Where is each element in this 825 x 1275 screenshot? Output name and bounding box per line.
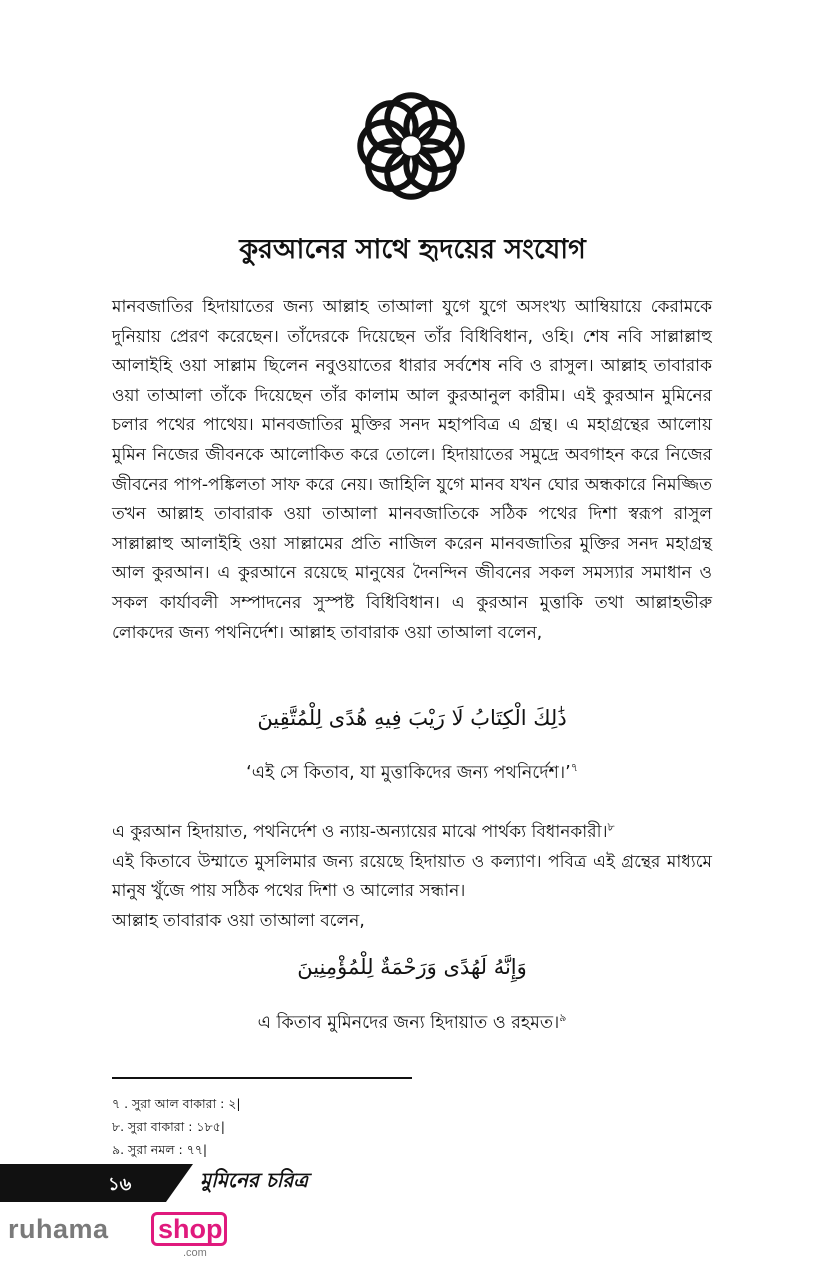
logo-brand-left: ruhama — [8, 1214, 109, 1244]
logo-domain: .com — [183, 1247, 207, 1259]
paragraph-line — [112, 818, 712, 848]
chapter-title: কুরআনের সাথে হৃদয়ের সংযোগ — [239, 234, 586, 265]
footnote-ref[interactable]: ৮ — [607, 820, 615, 834]
paragraph-line-text: এ কুরআন হিদায়াত, পথনির্দেশ ও ন্যায়-অন্যায়ের মাঝে পার্থক্য বিধানকারী। — [112, 822, 608, 842]
footnote-item: ৭ . সুরা আল বাকারা : ২| — [112, 1096, 241, 1111]
second-paragraph — [112, 818, 712, 936]
verse-translation — [112, 760, 712, 789]
paragraph-line: এই কিতাবে উম্মাতে মুসলিমার জন্য রয়েছে হিদায়াত ও কল্যাণ। পবিত্র এই গ্রন্থের মাধ্যমে মানুষ খুঁজে পায় সঠিক পথের দিশা ও আলোর সন্ধান। — [112, 851, 712, 902]
paragraph-line: আল্লাহ তাবারাক ওয়া তাআলা বলেন, — [112, 910, 365, 931]
logo-brand-right: shop — [158, 1214, 223, 1244]
footnote-divider — [112, 1077, 412, 1079]
star-ornament-icon — [357, 92, 465, 200]
intro-paragraph: মানবজাতির হিদায়াতের জন্য আল্লাহ তাআলা যুগে যুগে অসংখ্য আম্বিয়ায়ে কেরামকে দুনিয়ায় প্রেরণ করেছেন। তাঁদেরকে দিয়েছেন তাঁর বিধিবিধান, ওহি। শেষ নবি সাল্লাল্লাহু আলাইহি ওয়া সাল্লাম ছিলেন নবুওয়াতের ধারার সর্বশেষ নবি ও রাসুল। আল্লাহ তাবারাক ওয়া তাআলা তাঁকে দিয়েছেন তাঁর কালাম আল কুরআনুল কারীম। এই কুরআন মুমিনের চলার পথের পাথেয়। মানবজাতির মুক্তির সনদ মহাপবিত্র এ গ্রন্থ। এ মহাগ্রন্থের আলোয় মুমিন নিজের জীবনকে আলোকিত করে তোলে। হিদায়াতের সমুদ্রে অবগাহন করে নিজের জীবনের পাপ-পঙ্কিলতা সাফ করে নেয়। জাহিলি যুগে মানব যখন ঘোর অন্ধকারে নিমজ্জিত তখন আল্লাহ তাবারাক ওয়া তাআলা মানবজাতিকে সঠিক পথের দিশা স্বরূপ রাসুল সাল্লাল্লাহু আলাইহি ওয়া সাল্লামের প্রতি নাজিল করেন মানবজাতির মুক্তির সনদ মহাগ্রন্থ আল কুরআন। এ কুরআনে রয়েছে মানুষের দৈনন্দিন জীবনের সকল সমস্যার সমাধান ও সকল কার্যাবলী সম্পাদনের সুস্পষ্ট বিধিবিধান। এ কুরআন মুত্তাকি তথা আল্লাহভীরু লোকদের জন্য পথনির্দেশ। আল্লাহ তাবারাক ওয়া তাআলা বলেন, — [112, 297, 712, 643]
verse-translation-text: এ কিতাব মুমিনদের জন্য হিদায়াত ও রহমত। — [257, 1013, 560, 1033]
footnotes — [112, 1092, 241, 1161]
page-number: ১৬ — [108, 1174, 132, 1195]
running-book-title: মুমিনের চরিত্র — [200, 1168, 309, 1192]
quran-verse-arabic: ذَٰلِكَ الْكِتَابُ لَا رَيْبَ فِيهِ هُدًى لِلْمُتَّقِينَ — [257, 706, 567, 730]
footnote-ref[interactable]: ৭ — [570, 761, 578, 775]
watermark-logo — [8, 1214, 238, 1264]
footnote-item: ৯. সুরা নমল : ৭৭| — [112, 1142, 208, 1157]
verse-translation — [112, 1010, 712, 1039]
page-number-tab — [0, 1164, 193, 1202]
footnote-ref[interactable]: ৯ — [559, 1011, 567, 1025]
verse-translation-text: ‘এই সে কিতাব, যা মুত্তাকিদের জন্য পথনির্দেশ।’ — [246, 763, 571, 783]
footnote-item: ৮. সুরা বাকারা : ১৮৫| — [112, 1119, 225, 1134]
quran-verse-arabic: وَإِنَّهُ لَهُدًى وَرَحْمَةٌ لِلْمُؤْمِنِينَ — [297, 955, 527, 979]
